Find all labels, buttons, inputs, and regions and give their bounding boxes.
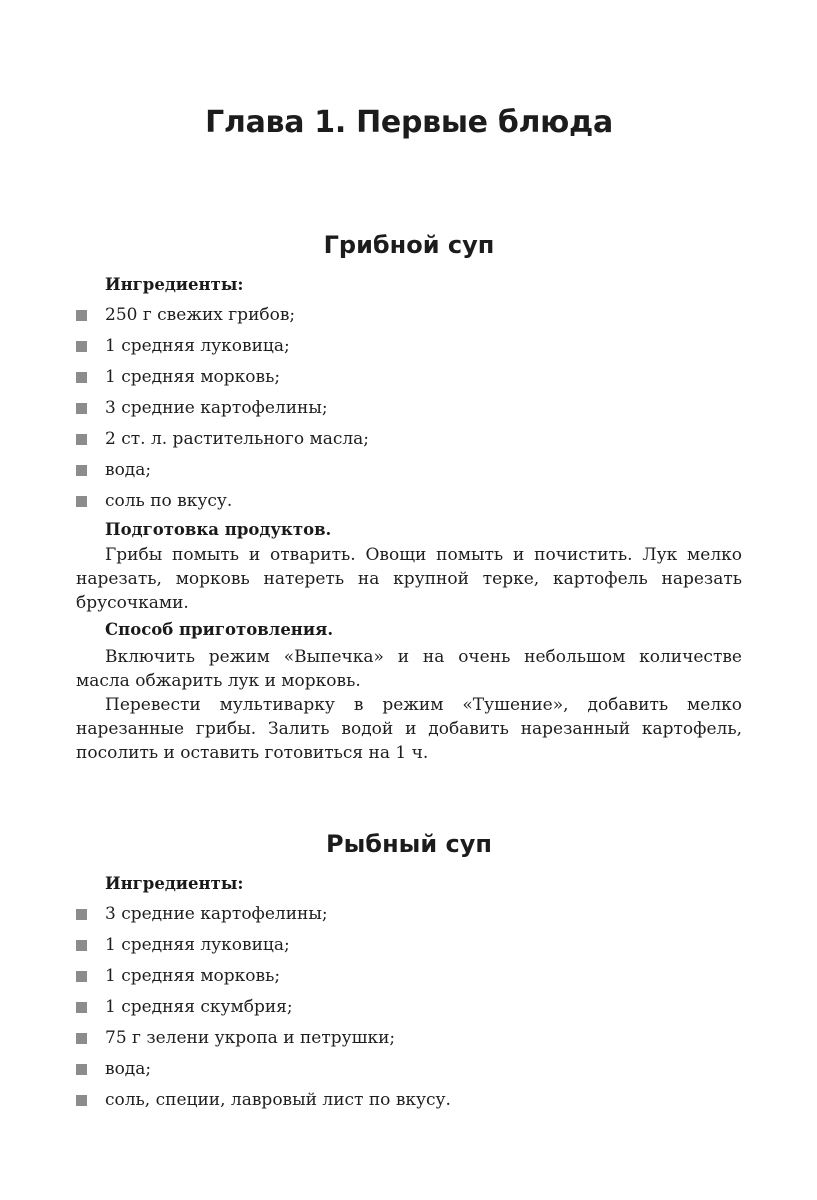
- ingredient-text: 1 средняя луковица;: [105, 336, 290, 356]
- square-bullet-icon: [76, 1002, 87, 1013]
- ingredients-heading: Ингредиенты:: [105, 275, 244, 294]
- ingredient-text: соль, специи, лавровый лист по вкусу.: [105, 1090, 451, 1110]
- ingredient-list: [76, 300, 742, 517]
- preparation-heading: Подготовка продуктов.: [105, 520, 332, 539]
- ingredient-text: 3 средние картофелины;: [105, 904, 328, 924]
- recipe-title: Грибной суп: [323, 231, 495, 259]
- recipe-mushroom-soup: [76, 229, 742, 765]
- square-bullet-icon: [76, 909, 87, 920]
- ingredient-text: 1 средняя скумбрия;: [105, 997, 293, 1017]
- list-item: [76, 393, 742, 424]
- square-bullet-icon: [76, 1033, 87, 1044]
- method-paragraph: Перевести мультиварку в режим «Тушение», добавить мелко нарезанные грибы. Залить водой и добавить нарезанный картофель, посолить и оставить готовиться на 1 ч.: [76, 695, 742, 763]
- list-item: [76, 1054, 742, 1085]
- ingredient-text: 1 средняя луковица;: [105, 935, 290, 955]
- square-bullet-icon: [76, 496, 87, 507]
- square-bullet-icon: [76, 403, 87, 414]
- square-bullet-icon: [76, 372, 87, 383]
- square-bullet-icon: [76, 971, 87, 982]
- ingredient-text: 2 ст. л. растительного масла;: [105, 429, 370, 449]
- square-bullet-icon: [76, 940, 87, 951]
- list-item: [76, 961, 742, 992]
- list-item: [76, 899, 742, 930]
- list-item: [76, 331, 742, 362]
- method-paragraph: Включить режим «Выпечка» и на очень небольшом количестве масла обжарить лук и морковь.: [76, 647, 742, 691]
- square-bullet-icon: [76, 310, 87, 321]
- ingredients-heading: Ингредиенты:: [105, 874, 244, 893]
- square-bullet-icon: [76, 465, 87, 476]
- list-item: [76, 362, 742, 393]
- list-item: [76, 1023, 742, 1054]
- preparation-text: Грибы помыть и отварить. Овощи помыть и почистить. Лук мелко нарезать, морковь натереть на крупной терке, картофель нарезать брусочками.: [76, 545, 742, 613]
- ingredient-text: 1 средняя морковь;: [105, 367, 281, 387]
- recipe-title: Рыбный суп: [326, 830, 492, 858]
- ingredient-text: 3 средние картофелины;: [105, 398, 328, 418]
- ingredient-text: 1 средняя морковь;: [105, 966, 281, 986]
- method-heading: Способ приготовления.: [105, 620, 334, 639]
- ingredient-text: вода;: [105, 460, 152, 480]
- list-item: [76, 1085, 742, 1116]
- ingredient-text: 250 г свежих грибов;: [105, 305, 296, 325]
- square-bullet-icon: [76, 1095, 87, 1106]
- list-item: [76, 300, 742, 331]
- list-item: [76, 455, 742, 486]
- square-bullet-icon: [76, 434, 87, 445]
- ingredient-text: вода;: [105, 1059, 152, 1079]
- list-item: [76, 992, 742, 1023]
- ingredient-text: 75 г зелени укропа и петрушки;: [105, 1028, 396, 1048]
- square-bullet-icon: [76, 341, 87, 352]
- list-item: [76, 930, 742, 961]
- ingredient-list: [76, 899, 742, 1116]
- recipe-fish-soup: [76, 828, 742, 1116]
- list-item: [76, 424, 742, 455]
- list-item: [76, 486, 742, 517]
- chapter-title: Глава 1. Первые блюда: [205, 105, 613, 140]
- ingredient-text: соль по вкусу.: [105, 491, 233, 511]
- square-bullet-icon: [76, 1064, 87, 1075]
